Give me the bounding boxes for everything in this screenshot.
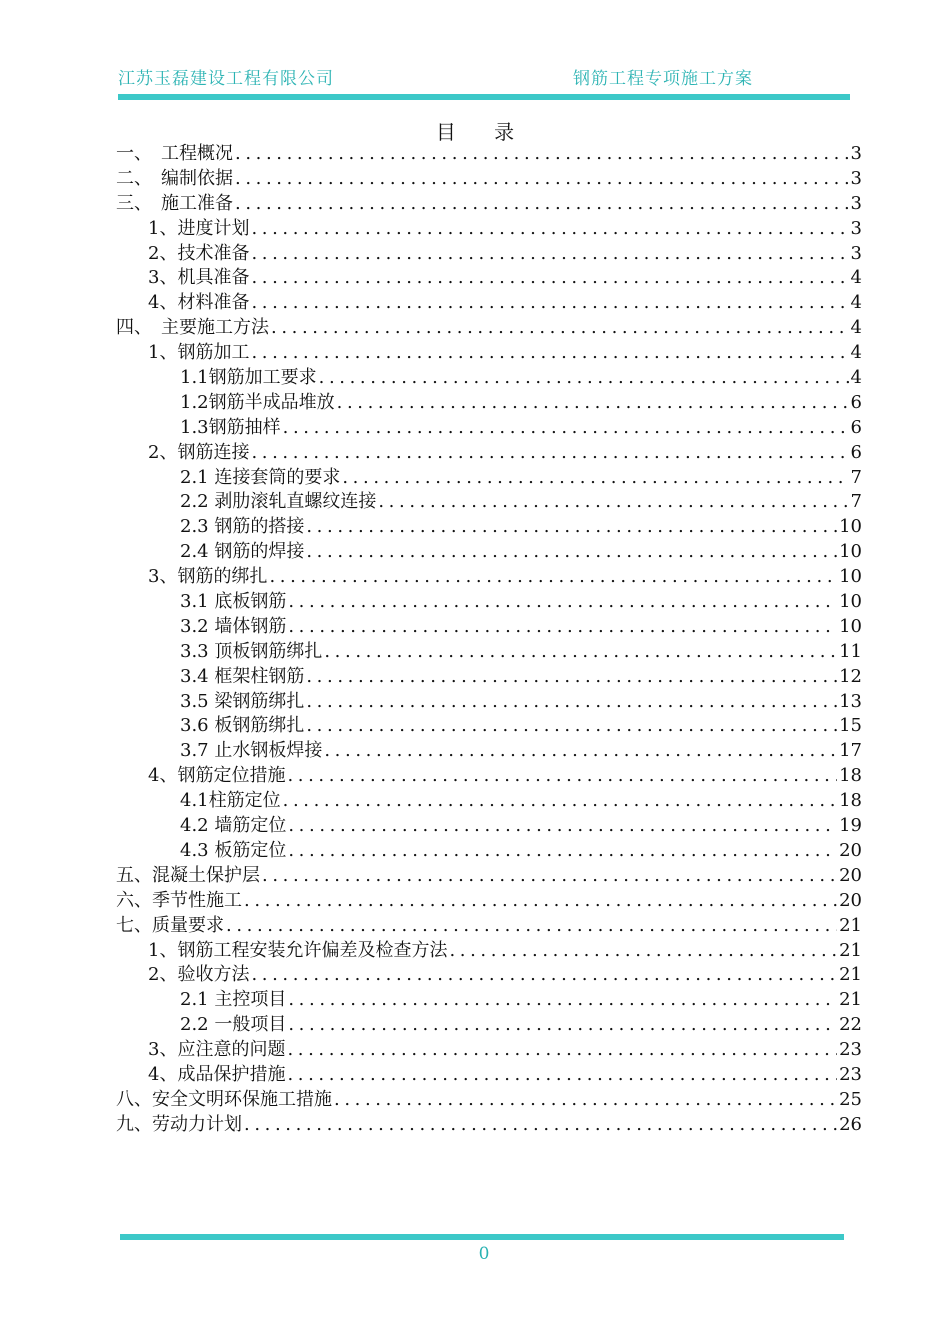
toc-entry-label: 八、安全文明环保施工措施 <box>116 1088 332 1110</box>
toc-entry-label: 3.3 顶板钢筋绑扎 <box>180 640 323 662</box>
header-divider <box>118 94 850 100</box>
page-header <box>118 62 850 92</box>
toc-dot-leader <box>287 1038 837 1063</box>
toc-entry[interactable] <box>116 814 862 839</box>
toc-entry-page: 6 <box>850 391 862 413</box>
toc-entry-page: 18 <box>839 765 862 787</box>
toc-entry[interactable] <box>116 217 862 242</box>
toc-entry[interactable] <box>116 1013 862 1038</box>
toc-dot-leader <box>251 217 848 242</box>
toc-entry-page: 4 <box>850 317 862 339</box>
toc-entry-label: 4、材料准备 <box>148 292 250 314</box>
toc-entry-label: 2.2 一般项目 <box>180 1014 287 1036</box>
toc-dot-leader <box>271 316 849 341</box>
toc-entry-label: 1.3钢筋抽样 <box>180 416 281 438</box>
toc-dot-leader <box>251 441 848 466</box>
toc-entry[interactable] <box>116 764 862 789</box>
toc-entry-label: 4、成品保护措施 <box>148 1063 286 1085</box>
toc-entry-label: 五、混凝土保护层 <box>116 864 260 886</box>
toc-entry-label: 1、钢筋工程安装允许偏差及检查方法 <box>148 939 448 961</box>
toc-entry-page: 3 <box>850 192 862 214</box>
toc-dot-leader <box>306 714 837 739</box>
toc-entry[interactable] <box>116 690 862 715</box>
toc-entry-label: 3、钢筋的绑扎 <box>148 566 268 588</box>
toc-entry[interactable] <box>116 316 862 341</box>
toc-entry-label: 六、季节性施工 <box>116 889 242 911</box>
toc-dot-leader <box>235 142 849 167</box>
toc-entry[interactable] <box>116 540 862 565</box>
toc-entry-page: 20 <box>839 889 862 911</box>
toc-entry-page: 3 <box>850 217 862 239</box>
toc-entry-page: 6 <box>850 441 862 463</box>
toc-entry-label: 3.4 框架柱钢筋 <box>180 665 305 687</box>
toc-entry-page: 25 <box>839 1088 862 1110</box>
toc-entry-page: 19 <box>839 815 862 837</box>
toc-entry-page: 18 <box>839 790 862 812</box>
toc-entry-label: 4.2 墙筋定位 <box>180 815 287 837</box>
toc-entry[interactable] <box>116 1063 862 1088</box>
toc-entry[interactable] <box>116 1038 862 1063</box>
toc-dot-leader <box>251 242 848 267</box>
toc-dot-leader <box>306 690 837 715</box>
toc-entry-label: 2.2 剥肋滚轧直螺纹连接 <box>180 491 377 513</box>
toc-entry-page: 3 <box>850 143 862 164</box>
toc-entry-page: 22 <box>839 1014 862 1036</box>
toc-dot-leader <box>251 266 848 291</box>
toc-dot-leader <box>306 665 837 690</box>
toc-entry-page: 21 <box>839 914 862 936</box>
toc-entry[interactable] <box>116 515 862 540</box>
toc-entry[interactable] <box>116 665 862 690</box>
toc-entry[interactable] <box>116 291 862 316</box>
toc-entry-label: 2、技术准备 <box>148 242 250 264</box>
toc-entry[interactable] <box>116 266 862 291</box>
toc-entry-label: 二、 编制依据 <box>116 167 233 189</box>
toc-entry[interactable] <box>116 565 862 590</box>
toc-dot-leader <box>235 192 849 217</box>
toc-entry-label: 2.1 连接套筒的要求 <box>180 466 341 488</box>
toc-dot-leader <box>334 1088 837 1113</box>
toc-dot-leader <box>226 914 837 939</box>
toc-dot-leader <box>324 739 837 764</box>
toc-entry-page: 10 <box>839 591 862 613</box>
toc-entry-label: 3、应注意的问题 <box>148 1039 286 1061</box>
toc-entry-page: 10 <box>839 516 862 538</box>
toc-entry-label: 4、钢筋定位措施 <box>148 765 286 787</box>
toc-dot-leader <box>337 391 849 416</box>
toc-entry-page: 6 <box>850 416 862 438</box>
toc-dot-leader <box>244 1113 837 1138</box>
toc-entry-label: 3.2 墙体钢筋 <box>180 615 287 637</box>
toc-dot-leader <box>251 291 848 316</box>
toc-entry-page: 12 <box>839 665 862 687</box>
toc-entry-label: 1.1钢筋加工要求 <box>180 367 317 389</box>
toc-entry[interactable] <box>116 739 862 764</box>
footer-divider <box>120 1234 844 1240</box>
toc-entry[interactable] <box>116 889 862 914</box>
toc-entry[interactable] <box>116 864 862 889</box>
toc-entry-page: 17 <box>839 740 862 762</box>
toc-entry-label: 四、 主要施工方法 <box>116 317 269 339</box>
toc-dot-leader <box>306 515 837 540</box>
toc-entry-label: 1、进度计划 <box>148 217 250 239</box>
toc-dot-leader <box>283 789 837 814</box>
toc-entry-page: 7 <box>850 466 862 488</box>
toc-entry-page: 26 <box>839 1113 862 1135</box>
toc-entry-page: 23 <box>839 1039 862 1061</box>
toc-entry[interactable] <box>116 391 862 416</box>
toc-dot-leader <box>288 839 837 864</box>
toc-entry-page: 3 <box>850 167 862 189</box>
toc-entry-page: 10 <box>839 566 862 588</box>
toc-entry[interactable] <box>116 441 862 466</box>
toc-entry-label: 3.7 止水钢板焊接 <box>180 740 323 762</box>
toc-entry-label: 一、 工程概况 <box>116 143 233 164</box>
toc-entry-page: 20 <box>839 864 862 886</box>
toc-entry[interactable] <box>116 1088 862 1113</box>
toc-entry-page: 21 <box>839 989 862 1011</box>
toc-entry-page: 4 <box>850 292 862 314</box>
toc-dot-leader <box>244 889 837 914</box>
toc-entry-label: 3.5 梁钢筋绑扎 <box>180 690 305 712</box>
company-name: 江苏玉磊建设工程有限公司 <box>118 69 334 89</box>
toc-entry-page: 15 <box>839 715 862 737</box>
toc-entry[interactable] <box>116 416 862 441</box>
toc-entry[interactable] <box>116 490 862 515</box>
toc-entry-label: 3、机具准备 <box>148 267 250 289</box>
toc-dot-leader <box>269 565 837 590</box>
toc-entry-label: 1.2钢筋半成品堆放 <box>180 391 335 413</box>
toc-entry-page: 3 <box>850 242 862 264</box>
toc-entry[interactable] <box>116 615 862 640</box>
toc-entry[interactable] <box>116 1113 862 1138</box>
toc-entry-label: 2.1 主控项目 <box>180 989 287 1011</box>
toc-dot-leader <box>306 540 837 565</box>
toc-entry[interactable] <box>116 142 862 167</box>
toc-entry-label: 3.1 底板钢筋 <box>180 591 287 613</box>
toc-entry-page: 13 <box>839 690 862 712</box>
toc-dot-leader <box>342 466 848 491</box>
toc-entry-page: 21 <box>839 939 862 961</box>
toc-dot-leader <box>378 490 848 515</box>
toc-dot-leader <box>449 939 837 964</box>
toc-entry[interactable] <box>116 963 862 988</box>
toc-entry-page: 4 <box>850 342 862 364</box>
toc-entry-page: 23 <box>839 1063 862 1085</box>
toc-entry[interactable] <box>116 341 862 366</box>
toc-entry-page: 4 <box>850 367 862 389</box>
toc-dot-leader <box>287 1063 837 1088</box>
toc-dot-leader <box>288 988 837 1013</box>
toc-entry-label: 2、验收方法 <box>148 964 250 986</box>
toc-title: 目 录 <box>435 120 531 144</box>
toc-dot-leader <box>288 590 837 615</box>
toc-dot-leader <box>262 864 837 889</box>
toc-dot-leader <box>288 814 837 839</box>
toc-entry[interactable] <box>116 167 862 192</box>
toc-entry[interactable] <box>116 789 862 814</box>
toc-entry-label: 4.3 板筋定位 <box>180 839 287 861</box>
toc-entry-page: 10 <box>839 541 862 563</box>
toc-entry-label: 九、劳动力计划 <box>116 1113 242 1135</box>
document-title: 钢筋工程专项施工方案 <box>573 69 753 89</box>
toc-entry-label: 2.4 钢筋的焊接 <box>180 541 305 563</box>
toc-entry-page: 11 <box>839 640 862 662</box>
toc-entry[interactable] <box>116 714 862 739</box>
toc-entry-label: 2.3 钢筋的搭接 <box>180 516 305 538</box>
toc-entry[interactable] <box>116 192 862 217</box>
toc-dot-leader <box>235 167 849 192</box>
toc-entry[interactable] <box>116 242 862 267</box>
toc-entry-label: 七、质量要求 <box>116 914 224 936</box>
toc-dot-leader <box>319 366 849 391</box>
toc-entry[interactable] <box>116 466 862 491</box>
toc-dot-leader <box>283 416 849 441</box>
toc-entry-label: 三、 施工准备 <box>116 192 233 214</box>
table-of-contents <box>116 142 862 1138</box>
toc-entry[interactable] <box>116 640 862 665</box>
toc-entry-page: 4 <box>850 267 862 289</box>
toc-entry[interactable] <box>116 914 862 939</box>
toc-entry-label: 4.1柱筋定位 <box>180 790 281 812</box>
toc-dot-leader <box>251 963 837 988</box>
toc-dot-leader <box>287 764 837 789</box>
toc-entry-label: 1、钢筋加工 <box>148 342 250 364</box>
toc-dot-leader <box>251 341 848 366</box>
toc-entry-label: 3.6 板钢筋绑扎 <box>180 715 305 737</box>
page-number: 0 <box>478 1244 490 1264</box>
toc-entry-page: 20 <box>839 839 862 861</box>
toc-entry-page: 7 <box>850 491 862 513</box>
toc-entry-page: 10 <box>839 615 862 637</box>
toc-entry[interactable] <box>116 590 862 615</box>
toc-dot-leader <box>324 640 837 665</box>
toc-entry[interactable] <box>116 366 862 391</box>
toc-entry[interactable] <box>116 988 862 1013</box>
toc-dot-leader <box>288 615 837 640</box>
toc-entry[interactable] <box>116 939 862 964</box>
toc-entry[interactable] <box>116 839 862 864</box>
toc-entry-page: 21 <box>839 964 862 986</box>
toc-dot-leader <box>288 1013 837 1038</box>
toc-entry-label: 2、钢筋连接 <box>148 441 250 463</box>
